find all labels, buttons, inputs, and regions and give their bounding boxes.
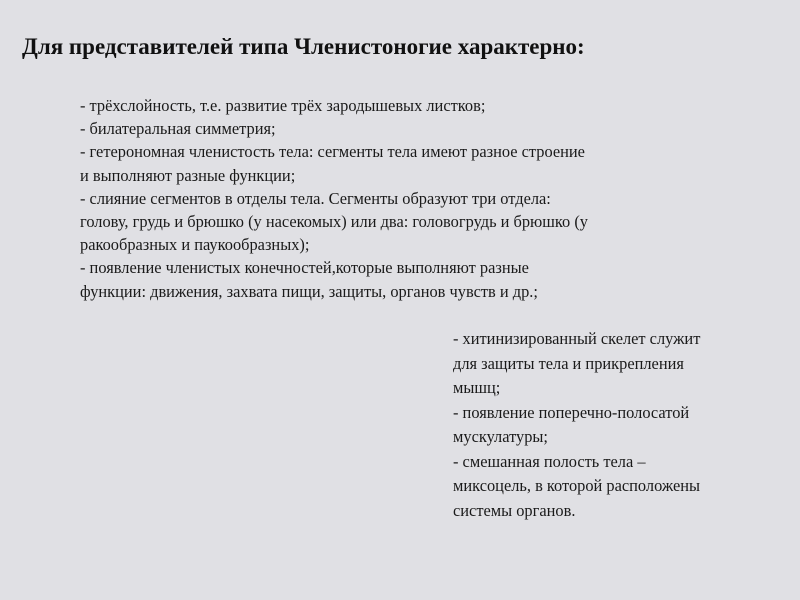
list-line: голову, грудь и брюшко (у насекомых) или два: головогрудь и брюшко (у xyxy=(80,212,588,232)
list-line: мышц; xyxy=(453,378,501,397)
list-line: - трёхслойность, т.е. развитие трёх зародышевых листков; xyxy=(80,96,486,115)
list-line: для защиты тела и прикрепления xyxy=(453,353,684,373)
list-line: - хитинизированный скелет служит xyxy=(453,329,701,348)
list-line: - билатеральная симметрия; xyxy=(80,119,276,139)
list-line: - появление поперечно-полосатой xyxy=(453,402,690,422)
list-line: функции: движения, захвата пищи, защиты, органов чувств и др.; xyxy=(80,281,538,301)
list-line: - смешанная полость тела – xyxy=(453,451,646,471)
slide-title: Для представителей типа Членистоногие характерно: xyxy=(22,34,585,59)
main-feature-list xyxy=(80,94,740,303)
list-line: мускулатуры; xyxy=(453,427,548,446)
list-line: ракообразных и паукообразных); xyxy=(80,235,310,255)
side-feature-list xyxy=(453,327,773,523)
list-line: и выполняют разные функции; xyxy=(80,165,296,185)
list-line: миксоцель, в которой расположены xyxy=(453,476,701,495)
list-line: системы органов. xyxy=(453,500,576,520)
list-line: - слияние сегментов в отделы тела. Сегменты образуют три отдела: xyxy=(80,188,551,208)
list-line: - гетерономная членистость тела: сегменты тела имеют разное строение xyxy=(80,142,585,162)
list-line: - появление членистых конечностей,которые выполняют разные xyxy=(80,258,529,278)
